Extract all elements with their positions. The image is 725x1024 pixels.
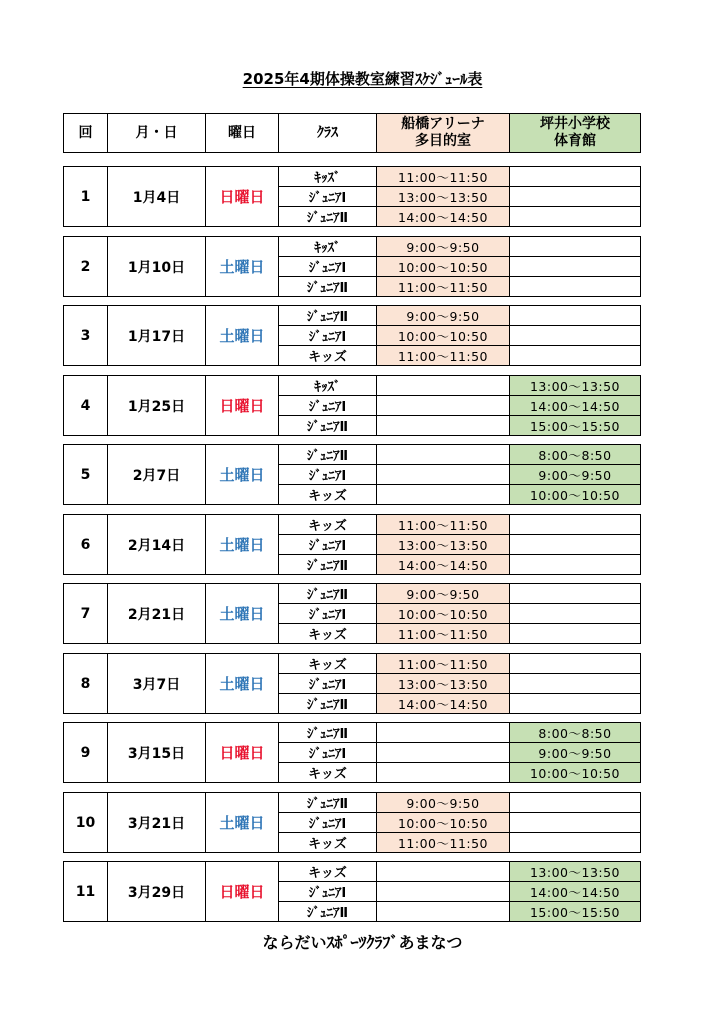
session-date: 3月21日 xyxy=(108,793,206,853)
venue2-time: 15:00～15:50 xyxy=(510,902,641,922)
venue2-time: 14:00～14:50 xyxy=(510,882,641,902)
session-weekday: 土曜日 xyxy=(206,584,279,644)
venue1-time: 9:00～9:50 xyxy=(377,793,510,813)
venue2-time: 10:00～10:50 xyxy=(510,763,641,783)
session-block xyxy=(63,514,641,575)
venue1-time: 10:00～10:50 xyxy=(377,604,510,624)
class-name: キッズ xyxy=(279,346,377,366)
session-date: 3月7日 xyxy=(108,654,206,714)
class-name: ｷｯｽﾞ xyxy=(279,237,377,257)
schedule-header xyxy=(63,113,641,153)
class-name: ｼﾞｭﾆｱⅡ xyxy=(279,207,377,227)
session-date: 3月29日 xyxy=(108,862,206,922)
session-weekday: 土曜日 xyxy=(206,515,279,575)
table-row xyxy=(64,584,641,604)
venue2-time: 13:00～13:50 xyxy=(510,376,641,396)
venue1-time: 13:00～13:50 xyxy=(377,535,510,555)
class-name: ｼﾞｭﾆｱⅠ xyxy=(279,604,377,624)
venue2-time xyxy=(510,813,641,833)
venue1-time: 11:00～11:50 xyxy=(377,833,510,853)
session-block xyxy=(63,444,641,505)
venue1-time: 14:00～14:50 xyxy=(377,555,510,575)
venue2-time xyxy=(510,257,641,277)
footer-club-name: ならだいｽﾎﾟｰﾂｸﾗﾌﾞあまなつ xyxy=(262,933,463,952)
session-date: 3月15日 xyxy=(108,723,206,783)
venue1-time: 9:00～9:50 xyxy=(377,306,510,326)
session-number: 10 xyxy=(64,793,108,853)
session-date: 2月7日 xyxy=(108,445,206,505)
venue2-line2: 体育館 xyxy=(554,133,596,149)
venue1-time: 10:00～10:50 xyxy=(377,813,510,833)
table-row xyxy=(64,654,641,674)
session-date: 1月25日 xyxy=(108,376,206,436)
page-title-text: 2025年4期体操教室練習ｽｹｼﾞｭｰﾙ表 xyxy=(242,70,483,88)
venue1-time: 10:00～10:50 xyxy=(377,326,510,346)
venue1-time: 9:00～9:50 xyxy=(377,584,510,604)
class-name: ｼﾞｭﾆｱⅠ xyxy=(279,882,377,902)
session-number: 7 xyxy=(64,584,108,644)
venue1-time: 10:00～10:50 xyxy=(377,257,510,277)
page-title xyxy=(0,68,725,89)
venue1-time: 11:00～11:50 xyxy=(377,167,510,187)
table-row xyxy=(64,167,641,187)
venue1-time: 14:00～14:50 xyxy=(377,694,510,714)
class-name: ｼﾞｭﾆｱⅠ xyxy=(279,743,377,763)
header-venue-funabashi-arena xyxy=(377,114,510,153)
venue1-time xyxy=(377,396,510,416)
venue1-time: 11:00～11:50 xyxy=(377,624,510,644)
venue2-time: 9:00～9:50 xyxy=(510,465,641,485)
venue2-time xyxy=(510,604,641,624)
class-name: キッズ xyxy=(279,833,377,853)
venue2-time: 13:00～13:50 xyxy=(510,862,641,882)
header-date: 月・日 xyxy=(108,114,206,153)
venue2-time xyxy=(510,277,641,297)
class-name: キッズ xyxy=(279,862,377,882)
session-block xyxy=(63,305,641,366)
venue1-time xyxy=(377,723,510,743)
table-row xyxy=(64,515,641,535)
venue2-time xyxy=(510,555,641,575)
venue2-time xyxy=(510,515,641,535)
class-name: キッズ xyxy=(279,515,377,535)
venue1-time: 11:00～11:50 xyxy=(377,346,510,366)
class-name: ｼﾞｭﾆｱⅠ xyxy=(279,674,377,694)
session-weekday: 日曜日 xyxy=(206,167,279,227)
venue1-time xyxy=(377,416,510,436)
session-block xyxy=(63,861,641,922)
class-name: ｼﾞｭﾆｱⅠ xyxy=(279,465,377,485)
session-weekday: 土曜日 xyxy=(206,306,279,366)
session-block xyxy=(63,722,641,783)
class-name: ｼﾞｭﾆｱⅡ xyxy=(279,445,377,465)
class-name: ｼﾞｭﾆｱⅡ xyxy=(279,306,377,326)
class-name: ｼﾞｭﾆｱⅠ xyxy=(279,396,377,416)
session-number: 2 xyxy=(64,237,108,297)
session-number: 9 xyxy=(64,723,108,783)
session-weekday: 日曜日 xyxy=(206,376,279,436)
session-block xyxy=(63,653,641,714)
venue1-time xyxy=(377,902,510,922)
venue2-line1: 坪井小学校 xyxy=(540,116,610,132)
venue2-time: 15:00～15:50 xyxy=(510,416,641,436)
venue1-time xyxy=(377,465,510,485)
venue1-time xyxy=(377,763,510,783)
session-block xyxy=(63,792,641,853)
venue2-time xyxy=(510,535,641,555)
session-number: 1 xyxy=(64,167,108,227)
venue2-time: 10:00～10:50 xyxy=(510,485,641,505)
class-name: キッズ xyxy=(279,654,377,674)
table-row xyxy=(64,306,641,326)
class-name: ｷｯｽﾞ xyxy=(279,167,377,187)
venue2-time xyxy=(510,674,641,694)
class-name: ｼﾞｭﾆｱⅠ xyxy=(279,326,377,346)
venue1-time xyxy=(377,376,510,396)
table-row xyxy=(64,445,641,465)
session-date: 2月14日 xyxy=(108,515,206,575)
header-round: 回 xyxy=(64,114,108,153)
session-number: 4 xyxy=(64,376,108,436)
session-date: 2月21日 xyxy=(108,584,206,644)
class-name: ｼﾞｭﾆｱⅠ xyxy=(279,257,377,277)
venue1-line2: 多目的室 xyxy=(415,133,471,149)
venue1-time: 11:00～11:50 xyxy=(377,515,510,535)
class-name: ｷｯｽﾞ xyxy=(279,376,377,396)
session-weekday: 土曜日 xyxy=(206,654,279,714)
venue2-time xyxy=(510,207,641,227)
venue2-time xyxy=(510,833,641,853)
venue2-time xyxy=(510,167,641,187)
session-weekday: 土曜日 xyxy=(206,793,279,853)
venue2-time xyxy=(510,624,641,644)
session-block xyxy=(63,166,641,227)
class-name: ｼﾞｭﾆｱⅡ xyxy=(279,555,377,575)
venue1-time: 11:00～11:50 xyxy=(377,654,510,674)
table-row xyxy=(64,862,641,882)
venue1-time xyxy=(377,882,510,902)
class-name: ｼﾞｭﾆｱⅡ xyxy=(279,584,377,604)
venue2-time xyxy=(510,237,641,257)
session-block xyxy=(63,583,641,644)
header-venue-tsuboi-school xyxy=(510,114,641,153)
table-row xyxy=(64,376,641,396)
class-name: ｼﾞｭﾆｱⅠ xyxy=(279,187,377,207)
venue1-time: 9:00～9:50 xyxy=(377,237,510,257)
class-name: キッズ xyxy=(279,485,377,505)
class-name: キッズ xyxy=(279,624,377,644)
session-number: 8 xyxy=(64,654,108,714)
session-block xyxy=(63,236,641,297)
session-weekday: 日曜日 xyxy=(206,723,279,783)
header-weekday: 曜日 xyxy=(206,114,279,153)
table-row xyxy=(64,723,641,743)
venue2-time: 9:00～9:50 xyxy=(510,743,641,763)
venue1-time: 13:00～13:50 xyxy=(377,187,510,207)
class-name: ｼﾞｭﾆｱⅡ xyxy=(279,694,377,714)
header-row xyxy=(64,114,641,153)
class-name: ｼﾞｭﾆｱⅡ xyxy=(279,277,377,297)
venue2-time xyxy=(510,793,641,813)
venue1-time xyxy=(377,485,510,505)
class-name: ｼﾞｭﾆｱⅠ xyxy=(279,813,377,833)
session-weekday: 土曜日 xyxy=(206,445,279,505)
venue1-time xyxy=(377,743,510,763)
table-row xyxy=(64,793,641,813)
session-weekday: 土曜日 xyxy=(206,237,279,297)
venue2-time xyxy=(510,694,641,714)
venue2-time xyxy=(510,326,641,346)
header-class: ｸﾗｽ xyxy=(279,114,377,153)
venue2-time xyxy=(510,187,641,207)
venue2-time: 8:00～8:50 xyxy=(510,445,641,465)
session-date: 1月10日 xyxy=(108,237,206,297)
venue1-time: 13:00～13:50 xyxy=(377,674,510,694)
session-number: 6 xyxy=(64,515,108,575)
class-name: ｼﾞｭﾆｱⅠ xyxy=(279,535,377,555)
venue2-time: 14:00～14:50 xyxy=(510,396,641,416)
session-weekday: 日曜日 xyxy=(206,862,279,922)
session-block xyxy=(63,375,641,436)
session-number: 3 xyxy=(64,306,108,366)
venue1-line1: 船橋アリーナ xyxy=(401,116,485,132)
session-date: 1月17日 xyxy=(108,306,206,366)
class-name: ｼﾞｭﾆｱⅡ xyxy=(279,793,377,813)
venue2-time xyxy=(510,306,641,326)
venue1-time: 14:00～14:50 xyxy=(377,207,510,227)
table-row xyxy=(64,237,641,257)
class-name: キッズ xyxy=(279,763,377,783)
class-name: ｼﾞｭﾆｱⅡ xyxy=(279,723,377,743)
class-name: ｼﾞｭﾆｱⅡ xyxy=(279,902,377,922)
session-number: 5 xyxy=(64,445,108,505)
class-name: ｼﾞｭﾆｱⅡ xyxy=(279,416,377,436)
venue1-time xyxy=(377,445,510,465)
venue1-time: 11:00～11:50 xyxy=(377,277,510,297)
venue1-time xyxy=(377,862,510,882)
venue2-time: 8:00～8:50 xyxy=(510,723,641,743)
venue2-time xyxy=(510,346,641,366)
venue2-time xyxy=(510,654,641,674)
session-date: 1月4日 xyxy=(108,167,206,227)
session-number: 11 xyxy=(64,862,108,922)
venue2-time xyxy=(510,584,641,604)
